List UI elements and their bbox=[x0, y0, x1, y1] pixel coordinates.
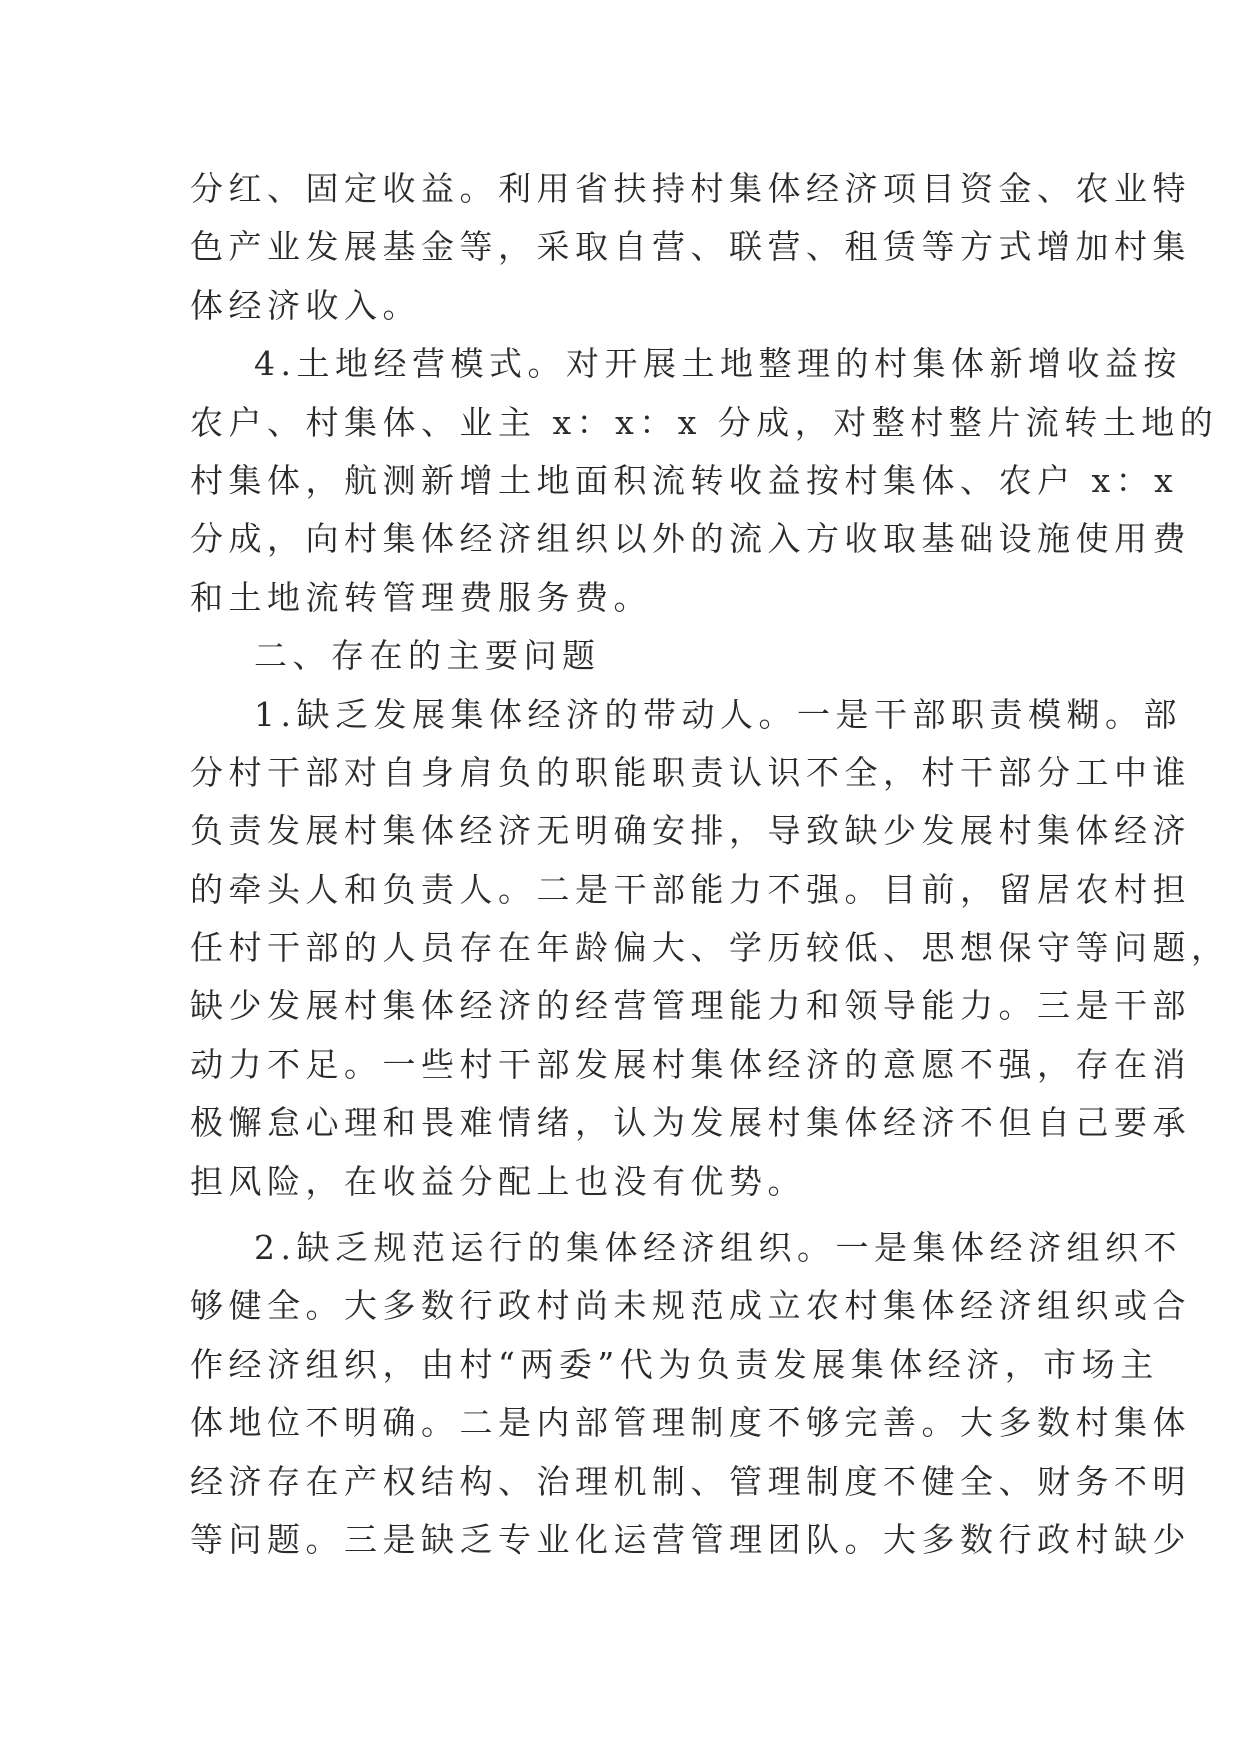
paragraph-line: 够健全。大多数行政村尚未规范成立农村集体经济组织或合 bbox=[190, 1286, 1191, 1326]
paragraph-line: 1.缺乏发展集体经济的带动人。一是干部职责模糊。部 bbox=[254, 694, 1182, 734]
paragraph-line: 2.缺乏规范运行的集体经济组织。一是集体经济组织不 bbox=[254, 1228, 1182, 1268]
paragraph-line: 体经济收入。 bbox=[190, 285, 421, 325]
paragraph-line: 村集体，航测新增土地面积流转收益按村集体、农户 x：x bbox=[190, 460, 1179, 500]
paragraph-line: 极懈怠心理和畏难情绪，认为发展村集体经济不但自己要承 bbox=[190, 1103, 1191, 1143]
paragraph-line: 动力不足。一些村干部发展村集体经济的意愿不强，存在消 bbox=[190, 1044, 1191, 1084]
paragraph-line: 任村干部的人员存在年龄偏大、学历较低、思想保守等问题， bbox=[190, 928, 1230, 968]
paragraph-line: 4.土地经营模式。对开展土地整理的村集体新增收益按 bbox=[254, 344, 1182, 384]
paragraph-line: 担风险，在收益分配上也没有优势。 bbox=[190, 1161, 806, 1201]
paragraph-line: 分村干部对自身肩负的职能职责认识不全，村干部分工中谁 bbox=[190, 752, 1191, 792]
paragraph-line: 负责发展村集体经济无明确安排，导致缺少发展村集体经济 bbox=[190, 811, 1191, 851]
paragraph-line: 等问题。三是缺乏专业化运营管理团队。大多数行政村缺少 bbox=[190, 1519, 1191, 1559]
paragraph-line: 农户、村集体、业主 x：x：x 分成，对整村整片流转土地的 bbox=[190, 402, 1219, 442]
paragraph-line: 缺少发展村集体经济的经营管理能力和领导能力。三是干部 bbox=[190, 986, 1191, 1026]
paragraph-line: 经济存在产权结构、治理机制、管理制度不健全、财务不明 bbox=[190, 1461, 1191, 1501]
paragraph-line: 色产业发展基金等，采取自营、联营、租赁等方式增加村集 bbox=[190, 227, 1191, 267]
paragraph-line: 作经济组织，由村“两委”代为负责发展集体经济，市场主 bbox=[190, 1344, 1159, 1384]
paragraph-gap bbox=[190, 1211, 1052, 1219]
section-heading: 二、存在的主要问题 bbox=[254, 636, 601, 676]
document-body bbox=[190, 160, 1230, 1569]
paragraph-line: 体地位不明确。二是内部管理制度不够完善。大多数村集体 bbox=[190, 1403, 1191, 1443]
paragraph-line: 和土地流转管理费服务费。 bbox=[190, 577, 652, 617]
paragraph-line: 分成，向村集体经济组织以外的流入方收取基础设施使用费 bbox=[190, 519, 1191, 559]
paragraph-line: 分红、固定收益。利用省扶持村集体经济项目资金、农业特 bbox=[190, 169, 1191, 208]
paragraph-line: 的牵头人和负责人。二是干部能力不强。目前，留居农村担 bbox=[190, 869, 1191, 909]
